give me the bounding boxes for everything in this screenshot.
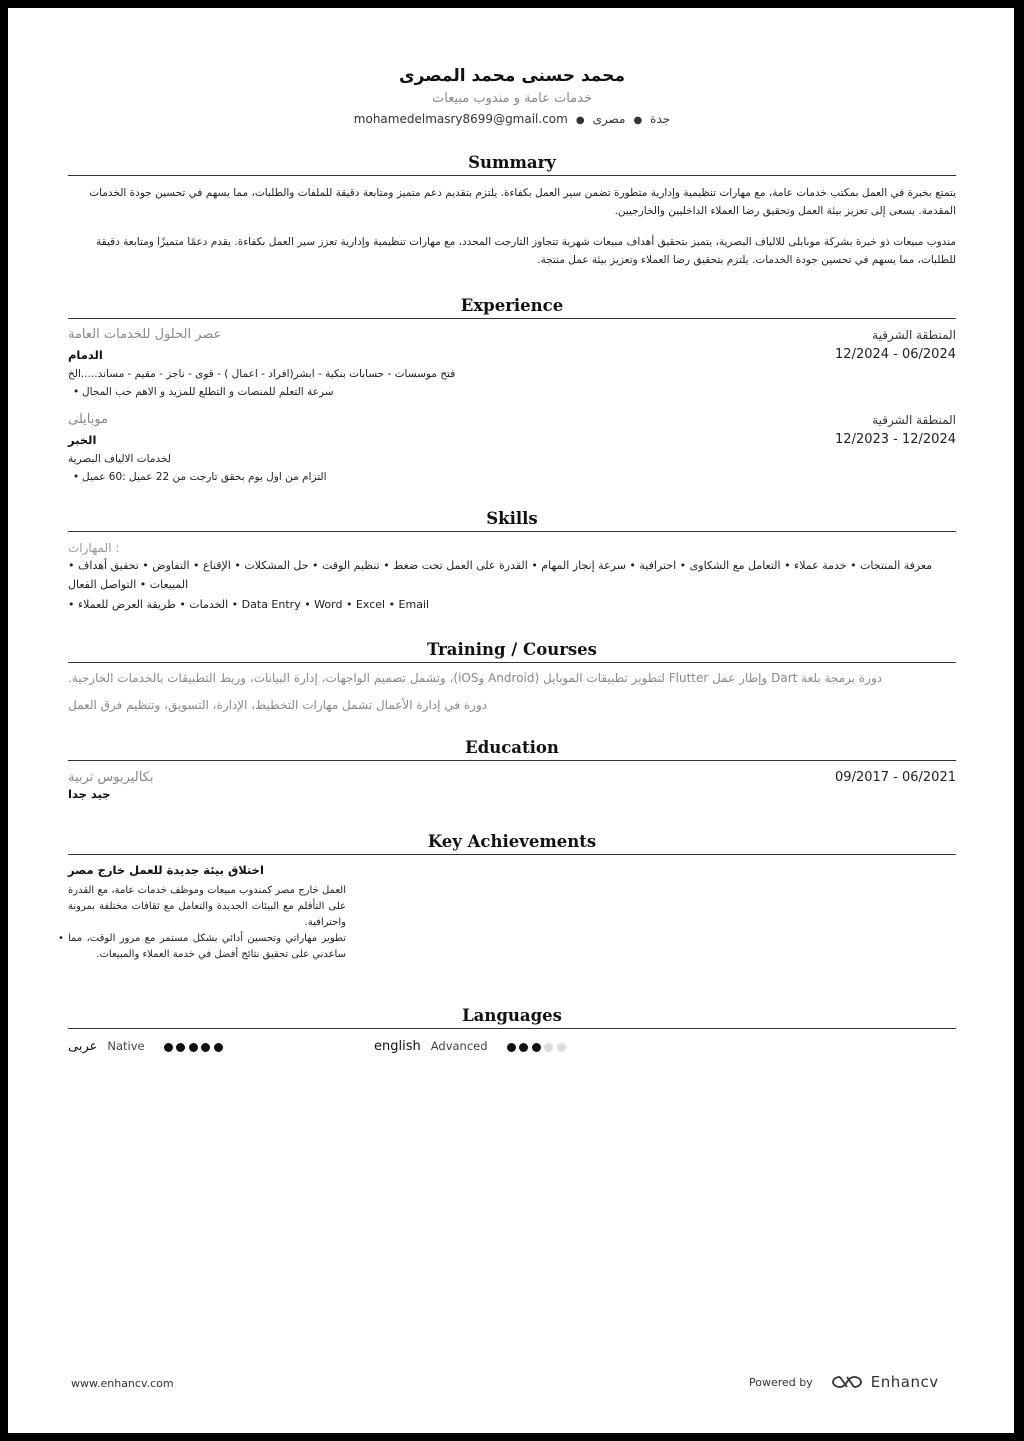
- contact-city: جدة: [650, 112, 671, 126]
- skills-heading: Skills: [68, 506, 956, 532]
- language-rating: [507, 1037, 570, 1056]
- experience-dates: 12/2023 - 12/2024: [835, 432, 956, 447]
- experience-dates: 12/2024 - 06/2024: [835, 347, 956, 362]
- education-grade: جيد جدا: [68, 787, 111, 801]
- rating-dot-icon: [164, 1043, 173, 1052]
- achievements-heading: Key Achievements: [68, 829, 956, 855]
- powered-by-label: Powered by: [749, 1375, 813, 1389]
- experience-bullet: • التزام من اول يوم بحقق تارجت من 22 عميل :60 عميل: [68, 471, 956, 483]
- rating-dot-icon: [214, 1043, 223, 1052]
- language-item: [374, 1037, 680, 1056]
- education-section: [68, 735, 956, 801]
- candidate-title: خدمات عامة و مندوب مبيعات: [432, 91, 592, 106]
- experience-row: [68, 347, 956, 362]
- experience-bullet: • سرعة التعلم للمنصات و التطلع للمزيد و الاهم حب المجال: [68, 386, 956, 398]
- rating-dot-icon: [507, 1043, 516, 1052]
- experience-description: لخدمات الالياف البصرية: [68, 453, 171, 465]
- achievement-body: [68, 883, 346, 963]
- experience-item: [68, 412, 956, 483]
- skills-line: • الخدمات • طريقة العرض للعملاء • Data Entry • Word • Excel • Email: [68, 598, 430, 611]
- experience-row: [68, 432, 956, 447]
- summary-heading: Summary: [68, 150, 956, 176]
- enhancv-logo-icon: [831, 1374, 863, 1390]
- rating-dot-icon: [544, 1043, 553, 1052]
- separator-dot-icon: ●: [633, 115, 643, 126]
- contact-nationality: مصرى: [592, 112, 626, 126]
- languages-row: [68, 1037, 956, 1055]
- experience-row: [68, 412, 956, 427]
- footer-url[interactable]: www.enhancv.com: [71, 1377, 174, 1390]
- education-heading: Education: [68, 735, 956, 761]
- experience-position: الخبر: [68, 432, 97, 447]
- skills-label: المهارات :: [68, 541, 120, 555]
- language-rating: [164, 1037, 227, 1056]
- experience-section: [68, 293, 956, 483]
- language-level: Advanced: [430, 1039, 488, 1053]
- education-row: [68, 770, 956, 785]
- experience-company: موبايلى: [68, 412, 109, 427]
- skills-section: [68, 506, 956, 614]
- rating-dot-icon: [557, 1043, 566, 1052]
- achievements-section: [68, 829, 956, 963]
- education-dates: 09/2017 - 06/2021: [835, 770, 956, 785]
- training-section: [68, 637, 956, 712]
- skills-line: • معرفة المنتجات • خدمة عملاء • التعامل مع الشكاوى • احترافية • سرعة إنجاز المهام • القدرة على العمل تحت ضغط • تنظيم الوقت • حل المشكلات • الإقناع • التفاوض • تحقيق أهداف المبيعات • التواصل الفعال: [68, 559, 933, 591]
- candidate-name: محمد حسنى محمد المصرى: [399, 66, 625, 86]
- summary-paragraph: يتمتع بخبرة في العمل بمكتب خدمات عامة، مع مهارات تنظيمية وإدارية متطورة تضمن سير العمل بكفاءة. يلتزم بتقديم دعم متميز ومتابعة دقيقة للملفات والطلبات، مما يسهم في تحسين جودة الخدمات المقدمة. يسعى إلى تعزيز بيئة العمل وتحقيق رضا العملاء الداخليين والخارجيين.: [89, 187, 956, 217]
- languages-heading: Languages: [68, 1003, 956, 1029]
- summary-section: [68, 150, 956, 269]
- resume-page: [8, 8, 1014, 1433]
- experience-location: المنطقة الشرقية: [872, 412, 956, 427]
- rating-dot-icon: [519, 1043, 528, 1052]
- rating-dot-icon: [532, 1043, 541, 1052]
- training-item: دورة برمجة بلغة Dart وإطار عمل Flutter لتطوير تطبيقات الموبايل (Android وiOS)، وتشمل تصميم الواجهات، إدارة البيانات، وربط التطبيقات بالخدمات الخارجية.: [68, 671, 883, 685]
- education-degree: بكاليريوس تربية: [68, 770, 154, 785]
- footer-powered-by: [749, 1373, 939, 1391]
- experience-description: فتح موسسات - حسابات بنكية - ابشر(افراد - اعمال ) - قوى - ناجز - مقيم - مساند.....الخ: [68, 368, 456, 380]
- language-item: [68, 1037, 374, 1056]
- achievement-bullet: تطوير مهاراتي وتحسين أدائي بشكل مستمر مع مرور الوقت، مما ساعدني على تحقيق نتائج أفضل في خدمة العملاء والمبيعات. •: [68, 931, 346, 963]
- contact-email[interactable]: mohamedelmasry8699@gmail.com: [353, 112, 568, 126]
- brand-name: Enhancv: [870, 1373, 939, 1391]
- experience-company: عصر الحلول للخدمات العامة: [68, 327, 222, 342]
- language-name: english: [374, 1038, 421, 1054]
- languages-section: [68, 1003, 956, 1055]
- language-level: Native: [107, 1039, 145, 1053]
- rating-dot-icon: [189, 1043, 198, 1052]
- training-item: دورة في إدارة الأعمال تشمل مهارات التخطيط، الإدارة، التسويق، وتنظيم فرق العمل: [68, 698, 488, 712]
- separator-dot-icon: ●: [575, 115, 585, 126]
- summary-paragraph: مندوب مبيعات ذو خبرة بشركة موبايلى للالياف البصرية، يتميز بتحقيق أهداف مبيعات شهرية تتجاوز التارجت المحدد، مع مهارات تنظيمية وإدارية تعزز سير العمل بكفاءة. يقدم دعمًا متميزًا ومتابعة دقيقة للطلبات، مما يسهم في تحسين جودة الخدمات. يلتزم بتحقيق رضا العملاء وتعزيز بيئة عمل منتجة.: [96, 236, 956, 266]
- rating-dot-icon: [201, 1043, 210, 1052]
- language-name: عربى: [68, 1038, 98, 1054]
- experience-position: الدمام: [68, 347, 103, 362]
- rating-dot-icon: [176, 1043, 185, 1052]
- experience-row: [68, 327, 956, 342]
- resume-content: [68, 64, 956, 1055]
- contact-line: [68, 109, 956, 129]
- achievement-paragraph: العمل خارج مصر كمندوب مبيعات وموظف خدمات عامة، مع القدرة على التأقلم مع البيئات الجديدة والتعامل مع ثقافات مختلفة بمرونة واحترافية.: [68, 885, 346, 928]
- experience-heading: Experience: [68, 293, 956, 319]
- experience-item: [68, 327, 956, 398]
- achievement-title: اختلاق بيئة جديدة للعمل خارج مصر: [68, 863, 264, 877]
- training-heading: Training / Courses: [68, 637, 956, 663]
- experience-location: المنطقة الشرقية: [872, 327, 956, 342]
